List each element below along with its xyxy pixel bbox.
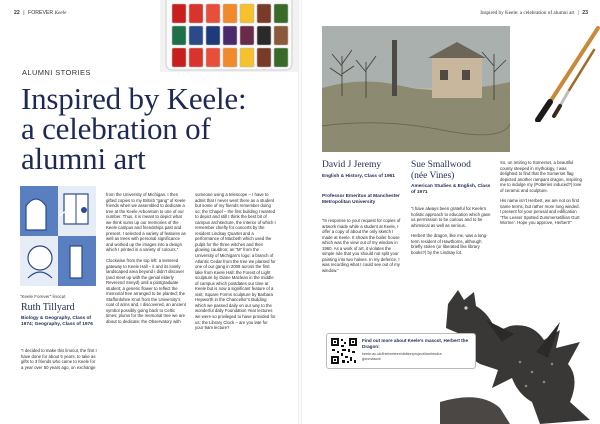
paint-pan xyxy=(206,48,220,67)
paint-pan xyxy=(172,26,186,45)
right-header-separator: | xyxy=(577,10,579,16)
column-3 xyxy=(195,192,277,336)
column-5 xyxy=(411,206,491,260)
paint-pan xyxy=(172,4,186,23)
david-role: Professor Emeritus at Manchester Metropolitan University xyxy=(322,194,400,206)
left-page-number: 22 xyxy=(14,10,20,16)
paint-pan xyxy=(223,26,237,45)
paint-pan xyxy=(223,4,237,23)
column-2-paragraph-1: from the University of Michigan. I then gifted copies to my British “gang” of Keele friends when we assembled to dedicate a tree at the Keele Arboretum to one of our number. Thus, it is meant to depict what we think sums up our memories of the Keele campus and friendships past and present. I selected a variety of features as well as trees with personal significance and worked up the images into a design which I printed in a variety of colours.” xyxy=(106,192,186,253)
paint-pan xyxy=(257,4,271,23)
column-2-paragraph-2: Clockwise from the top left: a tentered gateway to Keele Hall – it and its lovely landscaped area beyond I didn’t discover (and meet up with the genial elderly Reverend Sneyd) until a postgraduate student; a generic flower to reflect the memorial tree arranged to be planted; the Staffordshire Knot from the University’s coat of arms and, I discovered, an ancient symbol possibly going back to Celtic times; plums for the memorial tree we are about to dedicate; the Observatory with xyxy=(106,258,186,325)
paint-pan xyxy=(172,48,186,67)
paint-pan xyxy=(274,48,288,67)
right-page-number: 23 xyxy=(582,10,588,16)
paint-pan xyxy=(189,4,203,23)
keele-forever-linocut xyxy=(20,186,96,286)
column-6 xyxy=(500,160,582,231)
title-line-3: alumni art xyxy=(21,141,146,176)
qr-callout-title: Find out more about Keele’s mascot, Herbert the Dragon: xyxy=(362,338,469,349)
left-page-header xyxy=(14,10,66,16)
paint-pan xyxy=(240,48,254,67)
sue-paragraph-2: Herbert the dragon, like me, was a long-term resident of Hawthorns, although briefly stolen (or liberated like library books?) by the Lindsay lot. xyxy=(411,233,488,255)
ruth-credentials: Biology & Geography, Class of 1974; Geography, Class of 1976 xyxy=(21,316,93,328)
qr-callout xyxy=(326,333,476,369)
sue-credentials: American Studies & English, Class of 1971 xyxy=(411,184,491,196)
david-credentials: English & History, Class of 1961 xyxy=(322,174,395,179)
title-line-1: Inspired by Keele: xyxy=(21,81,247,116)
paint-pan xyxy=(206,26,220,45)
sue-paragraph-1: “I have always been grateful for Keele’s holistic approach to education which gave us permission to be curious and to be whimsical as well as serious. xyxy=(411,206,491,228)
column-6-paragraph-1: So, on retiring to Somerset, a beautiful county steeped in mythology, I was delighted to find that the Somerset flag depicted another rampant dragon, inspiring me to indulge my (Potteries induced?) love of ceramic and sculpture. xyxy=(500,160,582,193)
paint-pan xyxy=(240,26,254,45)
page-gutter xyxy=(298,0,302,424)
paint-palette-photo xyxy=(160,0,298,72)
paint-pan xyxy=(257,26,271,45)
david-quote: “In response to your request for copies of artwork made while a student at Keele, I offer a copy of about the only sketch I made at Keele. It shows the boiler house which was the view out of my window in 1960. As a work of art, it violates the simple rule that you should not split your painting into two halves. In my defence, I was recording what I could see out of my window.” xyxy=(322,218,401,273)
right-page-header xyxy=(480,10,588,16)
paint-pan xyxy=(240,4,254,23)
right-header-title: Inspired by Keele: a celebration of alumni art xyxy=(480,10,575,16)
paintbrushes-photo xyxy=(520,22,600,122)
column-2 xyxy=(106,192,186,330)
left-header-separator: | xyxy=(23,10,25,16)
paint-pan xyxy=(223,48,237,67)
ruth-name: Ruth Tillyard xyxy=(21,302,75,313)
qr-code-icon[interactable] xyxy=(330,337,358,365)
boiler-house-sketch xyxy=(322,26,510,152)
paint-pan xyxy=(189,48,203,67)
paint-pan xyxy=(189,26,203,45)
ruth-intro-text: “I decided to make this linocut, the first I have done for about 5 years, to take as gifts to 3 friends who came to Keele for a year over 50 years ago, on exchange xyxy=(21,348,97,370)
paint-pan xyxy=(274,26,288,45)
paint-pan xyxy=(257,48,271,67)
section-label: ALUMNI STORIES xyxy=(22,68,91,77)
title-line-2: a celebration of xyxy=(21,111,211,146)
paint-pan xyxy=(206,4,220,23)
page-title xyxy=(21,81,247,176)
magazine-suffix: Keele xyxy=(54,10,67,16)
column-3-paragraph-1: someone using a telescope – I have to admit that I never went there as a student but some of my friends remember doing so; the Chapel – the first building I wanted to depict and still I think the best bit of campus architecture, the interior of which I remember chiefly for concerts by the resident Lindsay Quartet and a performance of Macbeth which used the pulpit for the three witches and their glowing cauldron; an “M” from the University of Michigan’s logo; a branch of Atlantic Cedar from the tree we planted for one of our gang in 2008 across the first lake from Keele Hall; the Forest of Light sculpture by Diane Maclean in the middle of campus which postdates our time at Keele but is now a significant feature of a visit; Square Forms sculpture by Barbara Hepworth in the Chancellor’s Building which we passed daily on our way to the wonderful daily Foundation Year lectures we were so privileged to have provided for us; the Library Clock – are you late for your 9am lecture? xyxy=(195,192,276,331)
magazine-name: FOREVER xyxy=(28,10,54,16)
david-name: David J Jeremy xyxy=(322,160,382,170)
paint-pan xyxy=(274,4,288,23)
linocut-caption: “Keele Forever” linocut xyxy=(20,294,66,299)
qr-callout-url[interactable]: keele.ac.uk/thekeeleexhibitionproject/keelesdragonmascot xyxy=(362,352,442,361)
column-6-paragraph-2: His name isn’t Herbert, we are not on first name terms, but rather more long winded. I present for your perusal and edification ‘The Lesser Spotted Zummersetillian Gurt Worme’. Hope you approve, Herbert!” xyxy=(500,198,580,226)
sue-name-line-1: Sue Smallwood xyxy=(411,160,471,170)
sue-name xyxy=(411,160,471,182)
sue-name-line-2: (née Vines) xyxy=(411,171,455,181)
